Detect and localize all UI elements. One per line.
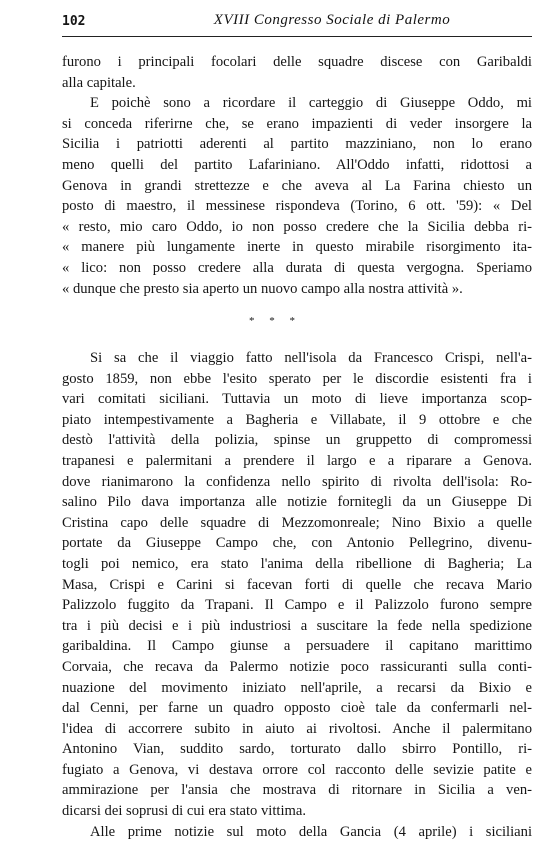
text-line: Alle prime notizie sul moto della Gancia (4 aprile) i siciliani xyxy=(90,823,532,840)
running-title: XVIII Congresso Sociale di Palermo xyxy=(213,12,451,28)
text-line: vari comitati siciliani. Tuttavia un moto di lieve importanza scop- xyxy=(62,391,532,408)
text-line: togli poi nemico, era stato l'anima della ribellione di Bagheria; La xyxy=(62,555,532,572)
text-line: « dunque che presto sia aperto un nuovo campo alla nostra attività ». xyxy=(62,280,463,297)
text-line: meno quelli del partito Lafariniano. All'Oddo infatti, ridottosi a xyxy=(62,156,532,173)
text-line: l'idea di accorrere subito in aiuto ai rivoltosi. Anche il palermitano xyxy=(62,720,532,737)
text-line: dove rianimarono la confidenza nello spirito di rivolta dell'isola: Ro- xyxy=(62,473,532,490)
page-number: 102 xyxy=(62,14,86,29)
text-line: Masa, Crispi e Carini si facevan forti di quelle che recava Mario xyxy=(62,576,532,593)
text-line: Cristina capo delle squadre di Mezzomonreale; Nino Bixio a quelle xyxy=(62,514,532,531)
text-line: Corvaia, che recava da Palermo notizie poco rassicuranti sulla conti- xyxy=(62,658,532,675)
text-line: posto di maestro, il messinese rispondeva (Torino, 6 ott. '59): « Del xyxy=(62,198,532,215)
paragraph-block-1 xyxy=(62,52,532,299)
text-line: portate da Giuseppe Campo che, con Antonio Pellegrino, divenu- xyxy=(62,535,532,552)
text-line: garibaldina. Il Campo giunse a persuadere il capitano marittimo xyxy=(62,638,532,655)
text-line: piato intempestivamente a Bagheria e Villabate, il 9 ottobre e che xyxy=(62,411,532,428)
text-line: gosto 1859, non ebbe l'esito sperato per le discordie esistenti fra i xyxy=(62,370,532,387)
text-line: si conceda riferirne che, se erano impazienti di veder insorgere la xyxy=(62,115,532,132)
text-line: Palizzolo fuggito da Trapani. Il Campo e il Palizzolo furono sempre xyxy=(62,597,532,614)
text-line: ammirazione per l'ansia che mostrava di ritornare in Sicilia a ven- xyxy=(62,782,532,799)
text-line: dal Cenni, per farne un quadro opposto cioè tale da confermarli nel- xyxy=(62,700,532,717)
header-rule xyxy=(62,36,532,37)
text-line: alla capitale. xyxy=(62,74,136,91)
text-line: « lico: non posso credere alla durata di questa vergogna. Speriamo xyxy=(62,259,532,276)
text-line: Si sa che il viaggio fatto nell'isola da Francesco Crispi, nell'a- xyxy=(90,350,532,366)
text-line: tra i più decisi e i più industriosi a suscitare la fede nella spedizione xyxy=(62,617,532,634)
text-line: E poichè sono a ricordare il carteggio di Giuseppe Oddo, mi xyxy=(90,95,532,112)
text-line: salino Pilo dava importanza alle notizie fornitegli da un Giuseppe Di xyxy=(62,494,532,511)
section-separator: * * * xyxy=(249,315,301,327)
text-line: destò l'attività della polizia, spinse un gruppetto di compromessi xyxy=(62,432,532,449)
text-line: « manere più lungamente inerte in questo mirabile risorgimento ita- xyxy=(62,239,532,256)
text-line: Antonino Vian, suddito sardo, torturato dallo sbirro Pontillo, ri- xyxy=(62,741,532,758)
text-line: « resto, mio caro Oddo, io non posso credere che la Sicilia debba ri- xyxy=(62,218,532,235)
text-line: fugiato a Genova, vi destava orrore col racconto delle sevizie patite e xyxy=(62,761,532,778)
text-line: nuazione del movimento iniziato nell'aprile, a recarsi da Bixio e xyxy=(62,679,532,696)
text-line: dicarsi dei soprusi di cui era stato vittima. xyxy=(62,803,306,820)
text-line: furono i principali focolari delle squadre discese con Garibaldi xyxy=(62,54,532,70)
text-line: trapanesi e palermitani a prendere il largo e a riparare a Genova. xyxy=(62,452,532,469)
page-header xyxy=(62,12,532,34)
text-line: Sicilia i patriotti aderenti al partito mazziniano, non lo erano xyxy=(62,136,532,153)
text-line: Genova in grandi strettezze e che aveva al La Farina chiesto un xyxy=(62,177,532,194)
paragraph-block-2 xyxy=(62,348,532,842)
